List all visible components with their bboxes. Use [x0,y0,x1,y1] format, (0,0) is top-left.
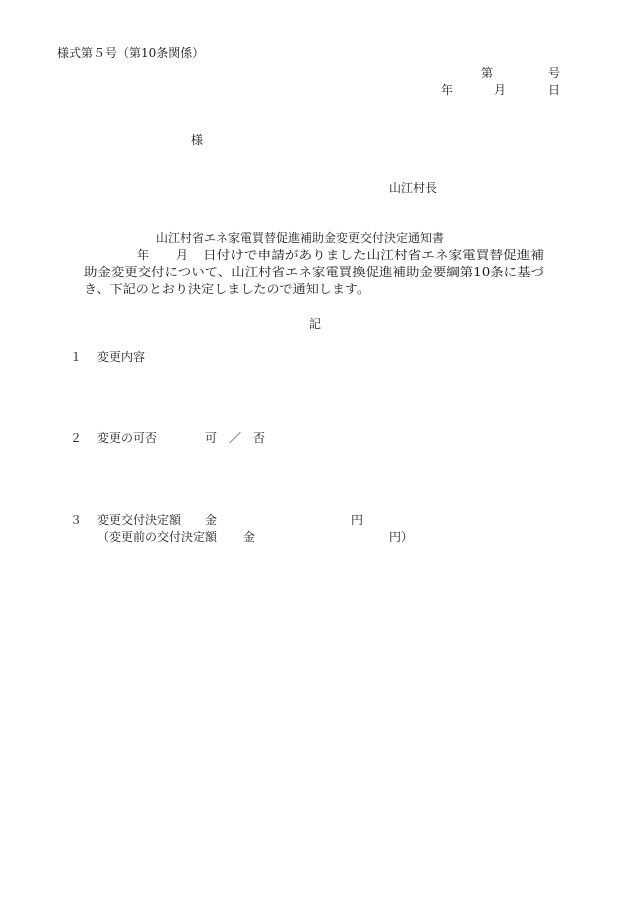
addressee-suffix: 様 [191,133,204,147]
item-2-value: 可 ／ 否 [205,431,266,445]
previous-amount-kin: 金 [243,530,256,544]
date-year: 年 [441,83,454,97]
form-label: 様式第５号（第10条関係） [57,46,205,60]
doc-number-suffix: 号 [548,66,561,80]
issuer-name: 山江村長 [389,181,438,195]
date-day: 日 [548,83,561,97]
body-line-1-svg [0,0,630,300]
body-month: 月 [176,248,189,262]
previous-amount-close: 円） [389,530,414,544]
body-line-3: き、下記のとおり決定しましたので通知します。 [84,282,347,296]
previous-amount-open: （変更前の交付決定額 [97,530,218,544]
ki-heading: 記 [309,317,322,331]
item-1-label: 変更内容 [97,350,146,364]
item-1-number: １ [70,350,83,364]
body-year: 年 [137,248,150,262]
doc-number-prefix: 第 [481,66,494,80]
item-3-number: ３ [70,513,83,527]
item-3-label: 変更交付決定額 [97,513,182,527]
document-title: 山江村省エネ家電買替促進補助金変更交付決定通知書 [156,231,445,245]
body-line-1: 日付けで申請がありました山江村省エネ家電買替促進補 [203,248,504,262]
item-3-yen: 円 [351,513,364,527]
item-2-label: 変更の可否 [97,431,158,445]
item-3-kin: 金 [205,513,218,527]
item-2-number: ２ [70,431,83,445]
body-line-2: 助金変更交付について、山江村省エネ家電買換促進補助金要綱第10条に基づ [84,265,495,279]
date-month: 月 [494,83,507,97]
